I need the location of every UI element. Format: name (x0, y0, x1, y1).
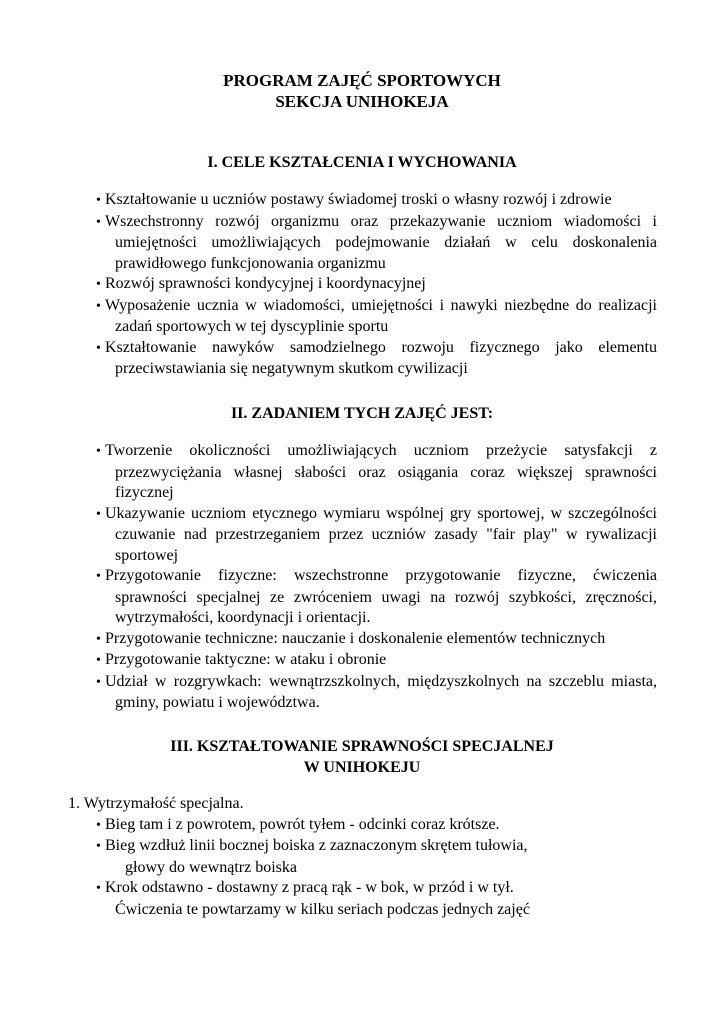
list-item (87, 274, 657, 296)
list-item-text: Bieg tam i z powrotem, powrót tyłem - odcinki coraz krótsze. (105, 815, 500, 833)
bullet-icon: • (96, 277, 101, 292)
list-item-text: Kształtowanie u uczniów postawy świadomej troski o własny rozwój i zdrowie (105, 191, 612, 208)
bullet-icon: • (96, 506, 101, 522)
bullet-icon: • (96, 674, 101, 690)
bullet-icon: • (96, 839, 101, 854)
list-item-text: Przygotowanie taktyczne: w ataku i obronie (105, 651, 387, 668)
list-item-text: Wszechstronny rozwój organizmu oraz przekazywanie uczniom wiadomości i umiejętności umożliwiających podejmowanie działań w celu doskonalenia prawidłowego funkcjonowania organizmu (105, 212, 657, 272)
list-item (87, 836, 628, 878)
list-item (87, 190, 657, 212)
section-3-heading (0, 736, 724, 778)
bullet-icon: • (96, 298, 101, 314)
bullet-icon: • (96, 631, 101, 647)
list-item (87, 566, 657, 629)
list-item-text: Bieg wzdłuż linii bocznej boiska z zaznaczonym skrętem tułowia, (105, 837, 528, 854)
bullet-icon: • (96, 193, 101, 208)
list-item (87, 504, 657, 567)
section-3-heading-line-2: W UNIHOKEJU (303, 759, 421, 776)
list-item-text: Rozwój sprawności kondycyjnej i koordynacyjnej (105, 275, 426, 292)
list-item-text: Udział w rozgrywkach: wewnątrzszkolnych, międzyszkolnych na szczeblu miasta, gminy, powiatu i województwa. (105, 672, 657, 711)
list-item-continuation: Ćwiczenia te powtarzamy w kilku seriach podczas jednych zajęć (115, 900, 530, 918)
list-item (87, 629, 657, 651)
list-item (87, 338, 657, 380)
list-item-text: Przygotowanie techniczne: nauczanie i doskonalenie elementów technicznych (105, 629, 606, 647)
list-item (87, 815, 628, 837)
title-line-2: SEKCJA UNIHOKEJA (275, 92, 449, 111)
list-item (87, 441, 657, 504)
document-title (0, 70, 724, 112)
section-3-heading-line-1: III. KSZTAŁTOWANIE SPRAWNOŚCI SPECJALNEJ (170, 738, 554, 755)
bullet-icon: • (96, 444, 101, 459)
bullet-icon: • (96, 817, 101, 833)
list-item-continuation: głowy do wewnątrz boiska (125, 858, 297, 876)
list-item-text: Przygotowanie fizyczne: wszechstronne przygotowanie fizyczne, ćwiczenia sprawności specjalnej ze zwróceniem uwagi na rozwój szybkości, zręczności, wytrzymałości, koordynacji i orientacji. (105, 567, 657, 626)
bullet-icon: • (96, 653, 101, 668)
section-1-list (87, 190, 657, 380)
list-item-text: Krok odstawno - dostawny z pracą rąk - w bok, w przód i w tył. (105, 879, 514, 896)
section-2-heading: II. ZADANIEM TYCH ZAJĘĆ JEST: (230, 405, 494, 422)
subsection-list (68, 815, 628, 921)
bullet-icon: • (96, 340, 101, 356)
section-2-list (87, 441, 657, 714)
bullet-icon: • (96, 214, 101, 230)
section-1-heading: I. CELE KSZTAŁCENIA I WYCHOWANIA (207, 154, 517, 171)
list-item (87, 672, 657, 714)
list-item-text: Wyposażenie ucznia w wiadomości, umiejętności i nawyki niezbędne do realizacji zadań sportowych w tej dyscyplinie sportu (105, 296, 657, 335)
list-item-text: Ukazywanie uczniom etycznego wymiaru wspólnej gry sportowej, w szczególności czuwanie nad przestrzeganiem przez uczniów zasady "fair play" w rywalizacji sportowej (105, 504, 657, 564)
list-item (87, 212, 657, 275)
subsection-title: 1. Wytrzymałość specjalna. (68, 795, 244, 812)
list-item (87, 878, 628, 920)
list-item-text: Tworzenie okoliczności umożliwiających uczniom przeżycie satysfakcji z przezwyciężania własnej słabości oraz osiągania coraz większej sprawności fizycznej (105, 442, 657, 501)
list-item (87, 650, 657, 672)
title-line-1: PROGRAM ZAJĘĆ SPORTOWYCH (223, 71, 501, 90)
list-item-text: Kształtowanie nawyków samodzielnego rozwoju fizycznego jako elementu przeciwstawiania się negatywnym skutkom cywilizacji (105, 338, 657, 377)
bullet-icon: • (96, 881, 101, 896)
list-item (87, 296, 657, 338)
subsection-endurance (68, 794, 628, 920)
bullet-icon: • (96, 569, 101, 584)
